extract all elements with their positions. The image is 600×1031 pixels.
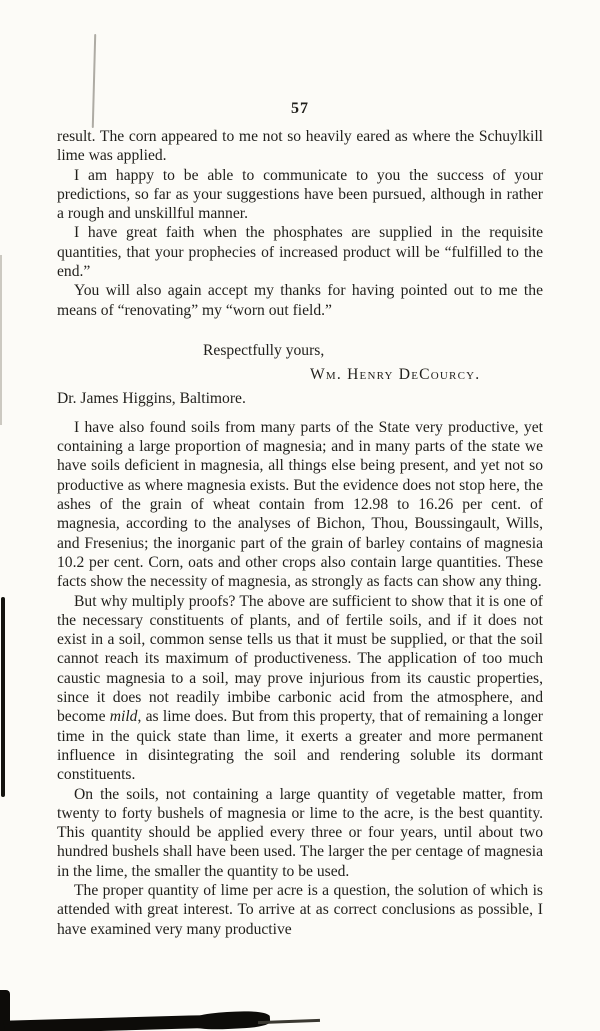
letter-addressee: Dr. James Higgins, Baltimore. bbox=[57, 389, 246, 407]
letter-signature: Wm. Henry DeCourcy. bbox=[310, 366, 481, 384]
paragraph: On the soils, not containing a large quantity of vegetable matter, from twenty to forty bushels of magnesia or lime to the acre, is the best quantity. This quantity should be applied every three or four years, until about two hundred bushels shall have been used. The larger the per centage of magnesia in the lime, the smaller the quantity to be used. bbox=[57, 785, 543, 880]
scan-artifact-bottom-blob bbox=[185, 1010, 271, 1031]
scan-artifact-corner-blob bbox=[0, 990, 10, 1031]
paragraph: I have great faith when the phosphates are supplied in the requisite quantities, that your prophecies of increased product will be “fulfilled to the end.” bbox=[57, 224, 543, 281]
scan-artifact-left-bar bbox=[1, 597, 5, 797]
page-number: 57 bbox=[291, 100, 309, 117]
page-content bbox=[57, 127, 543, 939]
paragraph: But why multiply proofs? The above are sufficient to show that it is one of the necessary constituents of plants, and of fertile soils, and if it does not exist in a soil, common sense tells us that it must be supplied, or that the soil cannot reach its maximum of productiveness. The application of too much caustic magnesia to a soil, may prove injurious from its caustic properties, since it does not readily imbibe carbonic acid from the atmosphere, and become mild, as lime does. But from this property, that of remaining a longer time in the quick state than lime, it exerts a greater and more permanent influence in disintegrating the soil and rendering soluble its dormant constituents. bbox=[57, 592, 543, 784]
paragraph: The proper quantity of lime per acre is a question, the solution of which is attended with great interest. To arrive at as correct conclusions as possible, I have examined very many productive bbox=[57, 881, 543, 938]
paragraph-continuation: result. The corn appeared to me not so heavily eared as where the Schuylkill lime was applied. bbox=[57, 128, 543, 165]
scan-artifact-bottom-streak bbox=[4, 1013, 269, 1031]
letter-closing: Respectfully yours, bbox=[203, 341, 325, 359]
paragraph: You will also again accept my thanks for having pointed out to me the means of “renovating” my “worn out field.” bbox=[57, 282, 543, 319]
scan-artifact-left-faint bbox=[0, 255, 2, 425]
paragraph: I am happy to be able to communicate to you the success of your predictions, so far as your suggestions have been pursued, although in rather a rough and unskillful manner. bbox=[57, 166, 543, 223]
scan-artifact-bottom-line bbox=[258, 1019, 320, 1024]
paragraph: I have also found soils from many parts of the State very productive, yet containing a large proportion of magnesia; and in many parts of the state we have soils deficient in magnesia, all things else being present, and yet not so productive as where magnesia exists. But the evidence does not stop here, the ashes of the grain of wheat contain from 12.98 to 16.26 per cent. of magnesia, according to the analyses of Bichon, Thou, Boussingault, Wills, and Fresenius; the inorganic part of the grain of barley contains of magnesia 10.2 per cent. Corn, oats and other crops also contain large quantities. These facts show the necessity of magnesia, as strongly as facts can show any thing. bbox=[57, 418, 543, 591]
